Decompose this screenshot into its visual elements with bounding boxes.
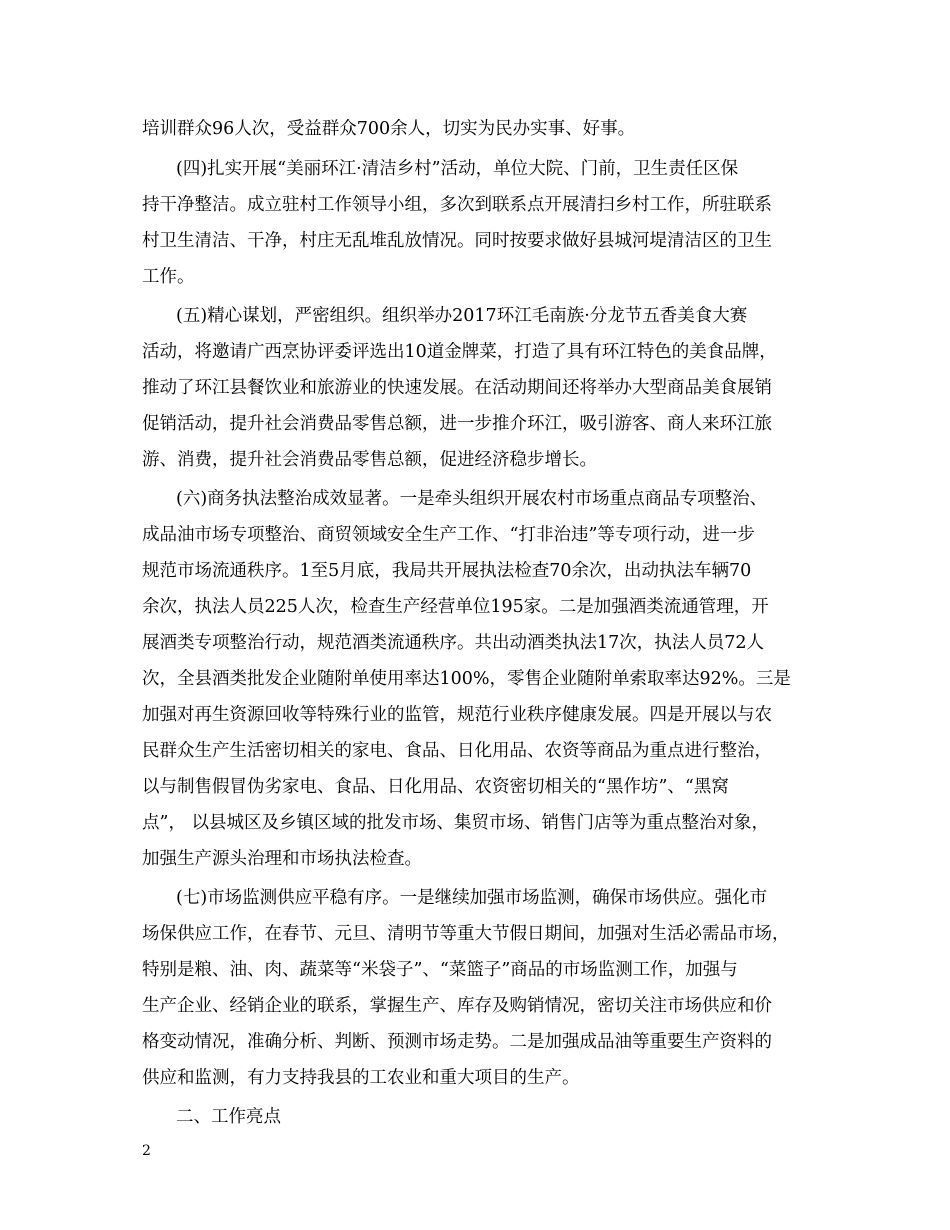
- text-line: 民群众生产生活密切相关的家电、食品、日化用品、农资等商品为重点进行整治，: [142, 741, 772, 761]
- text-line: 格变动情况，准确分析、判断、预测市场走势。二是加强成品油等重要生产资料的: [142, 1032, 772, 1052]
- text-line: 生产企业、经销企业的联系，掌握生产、库存及购销情况，密切关注市场供应和价: [142, 996, 772, 1016]
- text-line: 加强生产源头治理和市场执法检查。: [142, 849, 422, 869]
- text-line: 点”， 以县城区及乡镇区域的批发市场、集贸市场、销售门店等为重点整治对象，: [142, 813, 770, 833]
- text-line: 游、消费，提升社会消费品零售总额，促进经济稳步增长。: [142, 450, 597, 470]
- text-line: 加强对再生资源回收等特殊行业的监管，规范行业秩序健康发展。四是开展以与农: [142, 705, 772, 725]
- text-line: 特别是粮、油、肉、蔬菜等“米袋子”、“菜篮子”商品的市场监测工作，加强与: [142, 960, 738, 980]
- paragraph-7-line: (七)市场监测供应平稳有序。一是继续加强市场监测，确保市场供应。强化市: [176, 888, 768, 908]
- section-heading: 二、工作亮点: [176, 1107, 281, 1127]
- text-line: 以与制售假冒伪劣家电、食品、日化用品、农资密切相关的“黑作坊”、“黑窝: [142, 777, 729, 797]
- text-line: 工作。: [142, 267, 195, 287]
- text-line: 展酒类专项整治行动，规范酒类流通秩序。共出动酒类执法17次，执法人员72人: [142, 633, 765, 653]
- text-line: 成品油市场专项整治、商贸领域安全生产工作、“打非治违”等专项行动，进一步: [142, 525, 755, 545]
- text-line: 村卫生清洁、干净，村庄无乱堆乱放情况。同时按要求做好县城河堤清洁区的卫生: [142, 231, 772, 251]
- text-line: 推动了环江县餐饮业和旅游业的快速发展。在活动期间还将举办大型商品美食展销: [142, 378, 772, 398]
- paragraph-4-line: (四)扎实开展“美丽环江·清洁乡村”活动，单位大院、门前，卫生责任区保: [176, 159, 739, 179]
- text-line: 余次，执法人员225人次，检查生产经营单位195家。二是加强酒类流通管理，开: [142, 597, 769, 617]
- text-line: 活动，将邀请广西烹协评委评选出10道金牌菜，打造了具有环江特色的美食品牌，: [142, 342, 777, 362]
- paragraph-6-line: (六)商务执法整治成效显著。一是牵头组织开展农村市场重点商品专项整治、: [176, 489, 768, 509]
- paragraph-5-line: (五)精心谋划，严密组织。组织举办2017环江毛南族·分龙节五香美食大赛: [176, 306, 748, 326]
- text-line: 持干净整洁。成立驻村工作领导小组，多次到联系点开展清扫乡村工作，所驻联系: [142, 195, 772, 215]
- text-line: 促销活动，提升社会消费品零售总额，进一步推介环江，吸引游客、商人来环江旅: [142, 414, 772, 434]
- text-line: 场保供应工作，在春节、元旦、清明节等重大节假日期间，加强对生活必需品市场，: [142, 924, 790, 944]
- text-line: 规范市场流通秩序。1至5月底，我局共开展执法检查70余次，出动执法车辆70: [142, 561, 752, 581]
- page-number: 2: [142, 1143, 151, 1159]
- text-line: 供应和监测，有力支持我县的工农业和重大项目的生产。: [142, 1068, 580, 1088]
- text-line: 次，全县酒类批发企业随附单使用率达100%，零售企业随附单索取率达92%。三是: [142, 669, 791, 689]
- text-line: 培训群众96人次，受益群众700余人，切实为民办实事、好事。: [142, 119, 636, 139]
